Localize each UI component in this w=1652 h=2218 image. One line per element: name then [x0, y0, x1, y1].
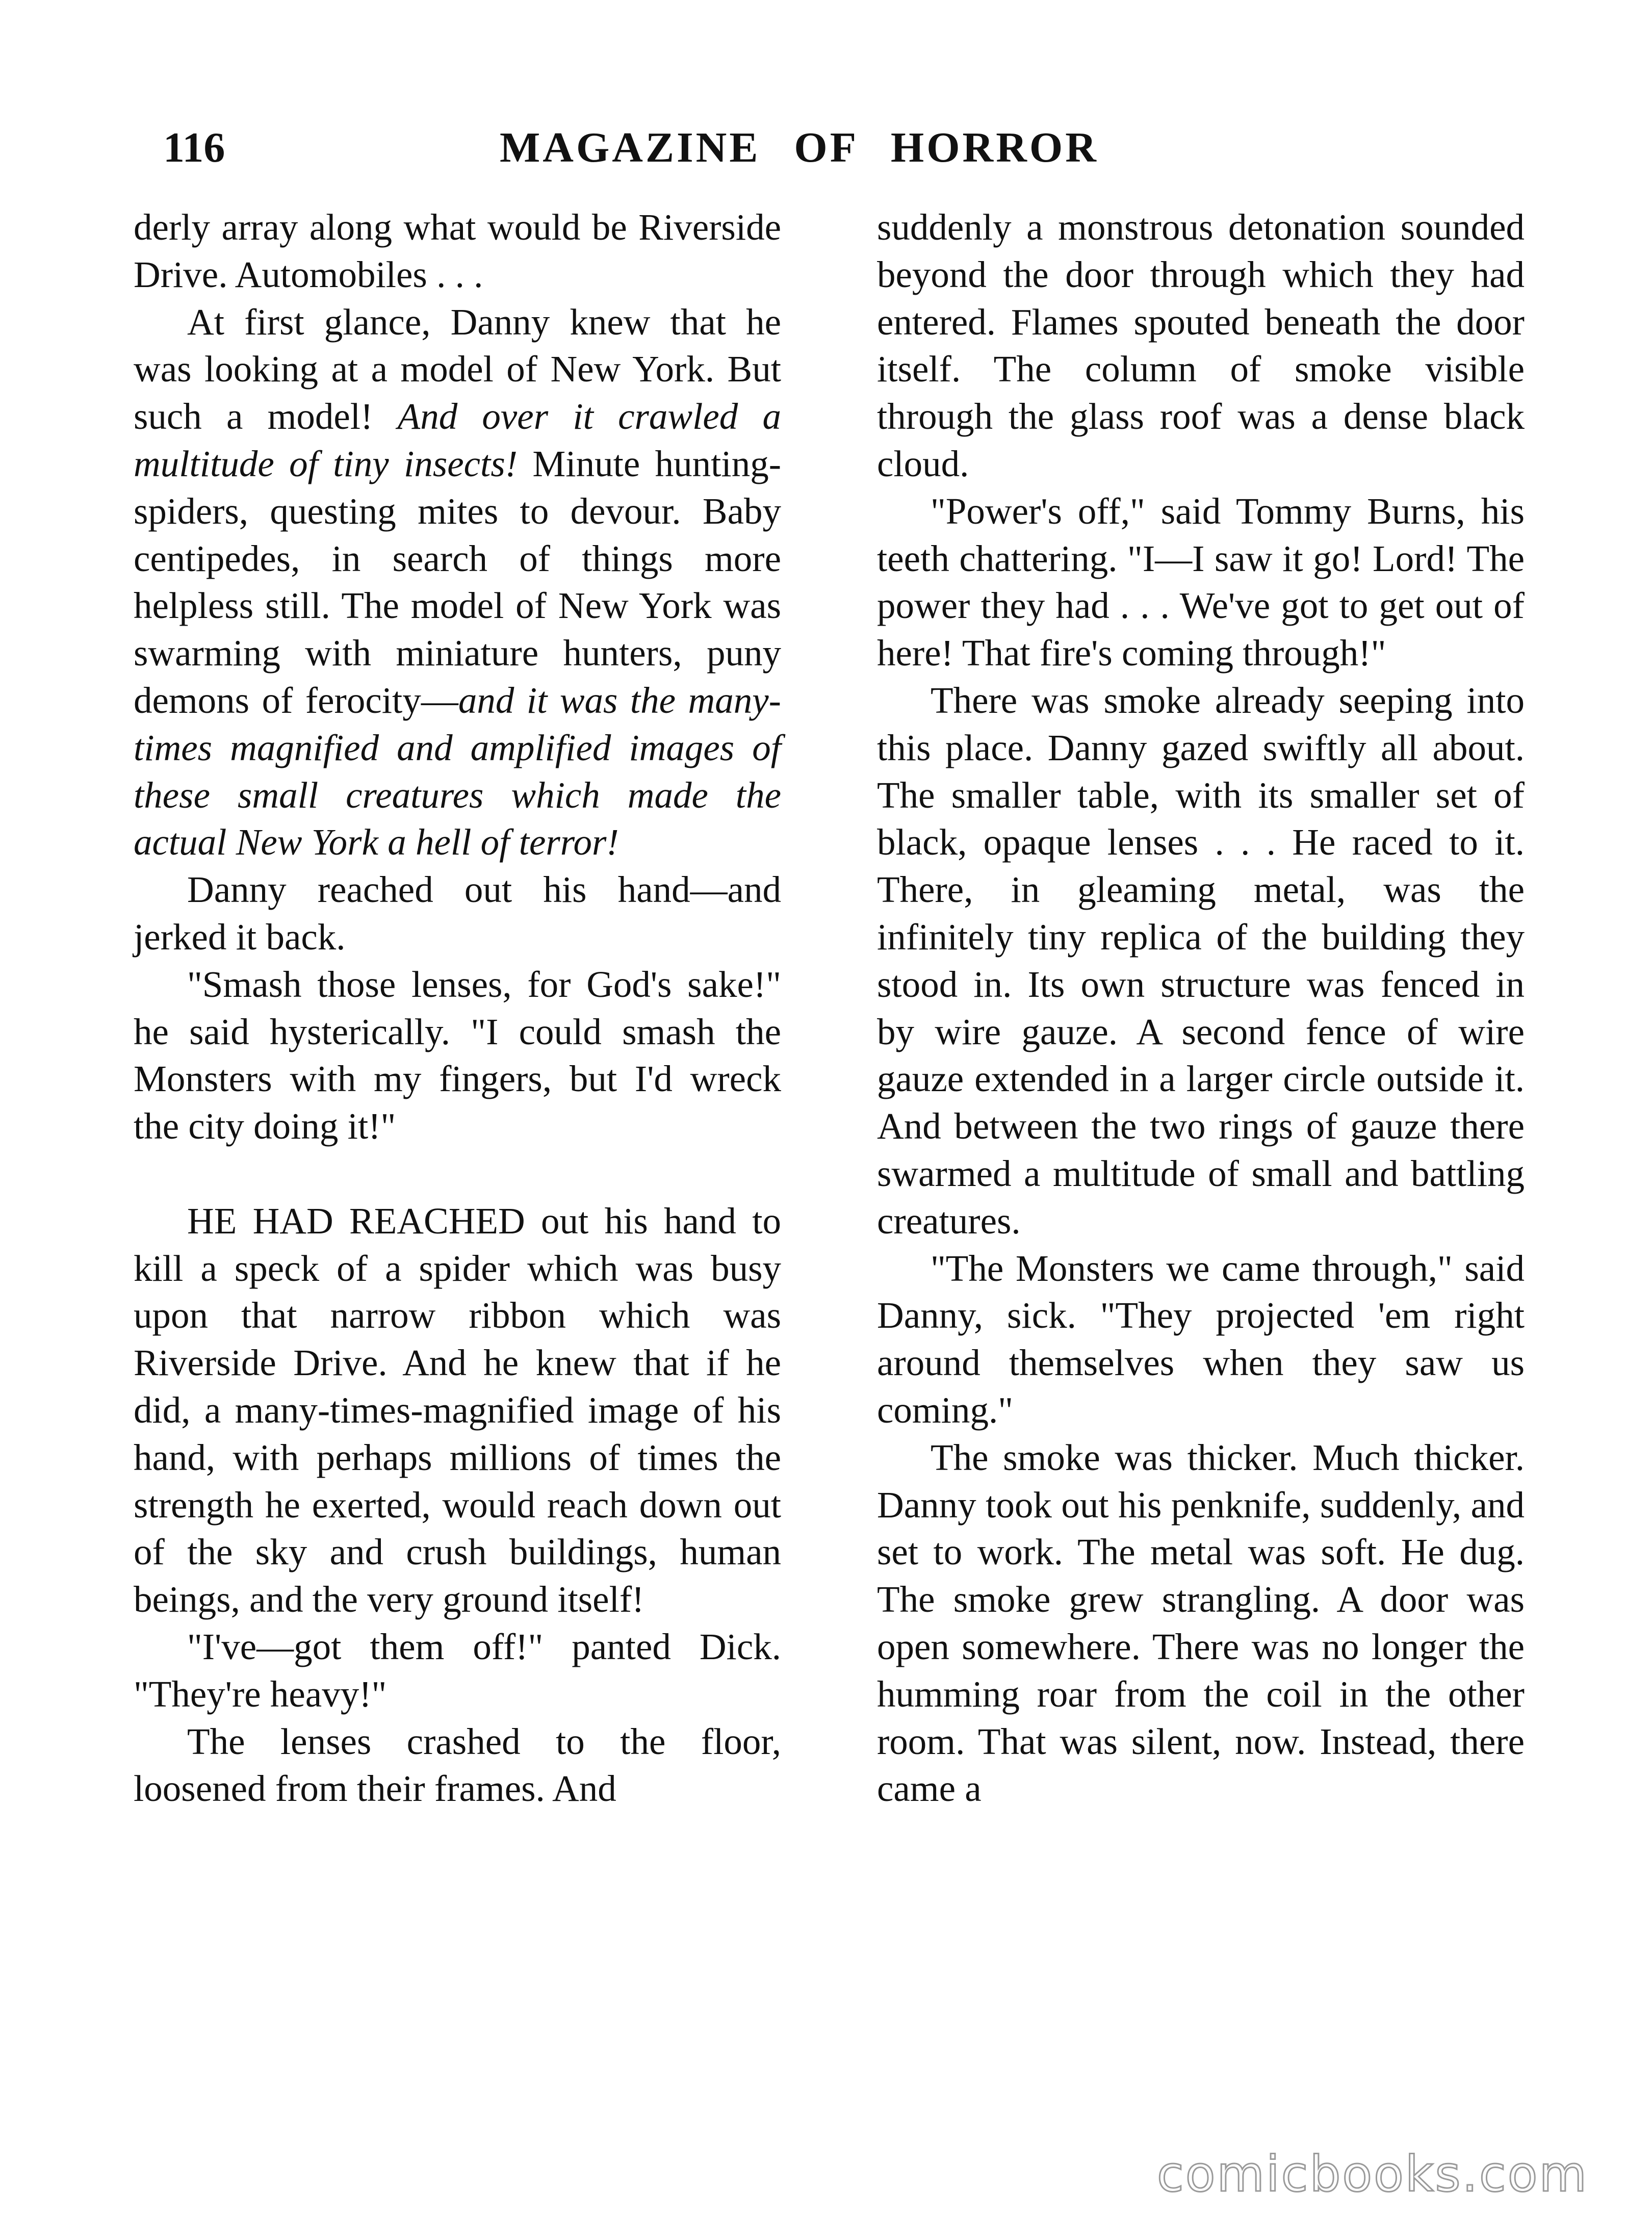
page-header — [0, 117, 1652, 178]
paragraph: The lenses crashed to the floor, loosened from their frames. And — [134, 1720, 781, 1810]
paragraph: suddenly a monstrous detonation sounded beyond the door through which they had entered. Flames spouted beneath the door itself. The column of smoke visible through the glass roof was a dense black cloud. — [877, 207, 1525, 484]
page-number: 116 — [163, 124, 225, 171]
paragraph: Danny reached out his hand—and jerked it back. — [134, 869, 781, 958]
paragraph: "The Monsters we came through," said Danny, sick. "They projected 'em right around themselves when they saw us coming." — [877, 1247, 1525, 1431]
right-column — [877, 204, 1525, 1813]
paragraph: The smoke was thicker. Much thicker. Danny took out his penknife, suddenly, and set to work. The metal was soft. He dug. The smoke grew strangling. A door was open somewhere. There was no longer the humming roar from the coil in the other room. That was silent, now. Instead, there came a — [877, 1436, 1525, 1810]
watermark: comicbooks.com — [1156, 2146, 1588, 2203]
section-opening-paragraph: HE HAD REACHED out his hand to kill a speck of a spider which was busy upon that narrow ribbon which was Riverside Drive. And he knew that if he did, a many-times-magnified image of his hand, with perhaps millions of times the strength he exerted, would reach down out of the sky and crush buildings, human beings, and the very ground itself! — [134, 1200, 781, 1620]
left-column — [134, 204, 781, 1813]
text-run: Minute hunting-spiders, questing mites to devour. Baby centipedes, in search of things more helpless still. The model of New York was swarming with miniature hunters, puny demons of ferocity— — [134, 443, 781, 721]
running-title: MAGAZINE OF HORROR — [500, 124, 1099, 171]
paragraph: derly array along what would be Riverside Drive. Automobiles . . . — [134, 207, 781, 295]
italic-text: And over it crawled a multitude of tiny insects! — [134, 396, 781, 484]
paragraph — [134, 299, 781, 867]
paragraph: "Power's off," said Tommy Burns, his teeth chattering. "I—I saw it go! Lord! The power they had . . . We've got to get out of here! That fire's coming through!" — [877, 490, 1525, 674]
paragraph: "I've—got them off!" panted Dick. "They're heavy!" — [134, 1626, 781, 1715]
text-run: At first glance, Danny knew that he was looking at a model of New York. But such a model! — [134, 301, 781, 437]
italic-text: and it was the many-times magnified and amplified images of these small creatures which made the actual New York a hell of terror! — [134, 679, 781, 863]
paragraph: "Smash those lenses, for God's sake!" he said hysterically. "I could smash the Monsters with my fingers, but I'd wreck the city doing it!" — [134, 963, 781, 1147]
paragraph: There was smoke already seeping into this place. Danny gazed swiftly all about. The smaller table, with its smaller set of black, opaque lenses . . . He raced to it. There, in gleaming metal, was the infinitely tiny replica of the building they stood in. Its own structure was fenced in by wire gauze. A second fence of wire gauze extended in a larger circle outside it. And between the two rings of gauze there swarmed a multitude of small and battling creatures. — [877, 679, 1525, 1242]
